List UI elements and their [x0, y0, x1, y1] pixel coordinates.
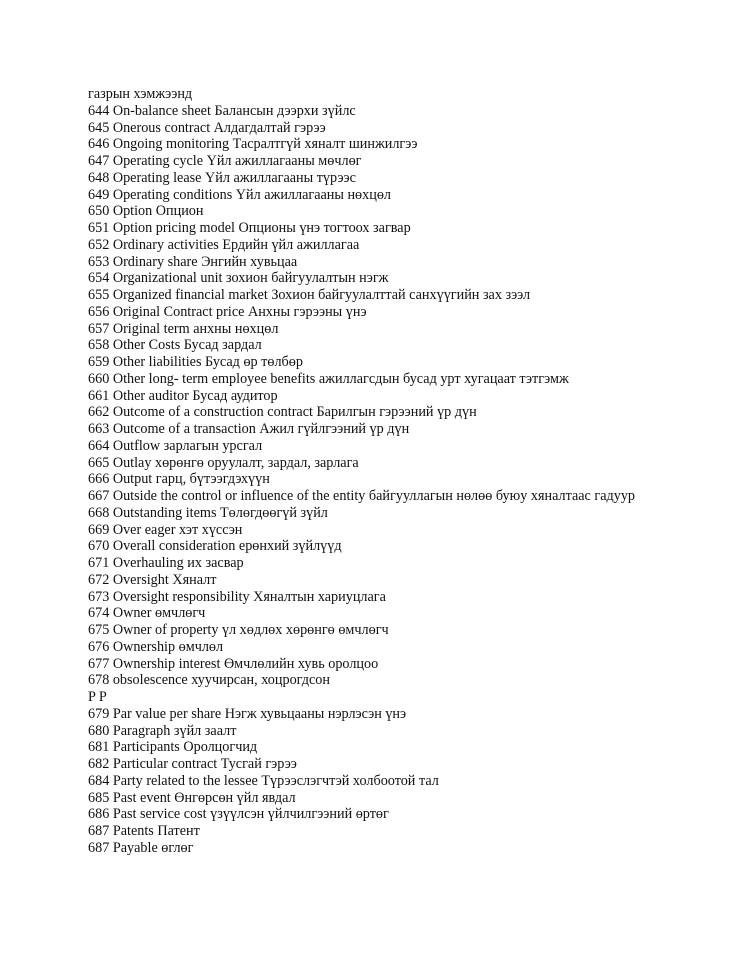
- text-line: газрын хэмжээнд: [88, 86, 193, 102]
- text-line: 663 Outcome of a transaction Ажил гүйлгээний үр дүн: [88, 421, 410, 437]
- text-line: 662 Outcome of a construction contract Барилгын гэрээний үр дүн: [88, 404, 477, 421]
- text-line: 682 Particular contract Тусгай гэрээ: [88, 756, 297, 772]
- text-line: 673 Oversight responsibility Хяналтын хариуцлага: [88, 588, 386, 605]
- text-line: 646 Ongoing monitoring Тасралтгүй хяналт шинжилгээ: [88, 136, 418, 153]
- text-line: 649 Operating conditions Үйл ажиллагааны нөхцөл: [88, 186, 392, 203]
- text-line: 677 Ownership interest Өмчлөлийн хувь оролцоо: [88, 655, 379, 672]
- text-line: 665 Outlay хөрөнгө оруулалт, зардал, зарлага: [88, 454, 359, 471]
- text-line: 661 Other auditor Бусад аудитор: [88, 387, 278, 404]
- text-line: 684 Party related to the lessee Түрээслэгчтэй холбоотой тал: [88, 772, 439, 789]
- text-line: 674 Owner өмчлөгч: [88, 605, 206, 622]
- text-line: 647 Operating cycle Үйл ажиллагааны мөчлөг: [88, 153, 362, 169]
- text-line: 645 Onerous contract Алдагдалтай гэрээ: [88, 119, 326, 136]
- section-letter-heading: P P: [88, 689, 107, 705]
- text-line: 653 Ordinary share Энгийн хувьцаа: [88, 253, 298, 270]
- glossary-text: [88, 86, 728, 857]
- text-line: 666 Output гарц, бүтээгдэхүүн: [88, 471, 270, 488]
- text-line: 650 Option Опцион: [88, 203, 204, 220]
- text-line: 687 Patents Патент: [88, 823, 200, 839]
- text-line: 678 obsolescence хуучирсан, хоцрогдсон: [88, 672, 330, 689]
- text-line: 681 Participants Оролцогчид: [88, 739, 258, 756]
- text-line: 670 Overall consideration ерөнхий зүйлүүд: [88, 538, 342, 555]
- text-line: 664 Outflow зарлагын урсгал: [88, 437, 263, 454]
- text-line: 679 Par value per share Нэгж хувьцааны нэрлэсэн үнэ: [88, 705, 407, 722]
- text-line: 655 Organized financial market Зохион байгуулалттай санхүүгийн зах зээл: [88, 287, 531, 303]
- text-line: 685 Past event Өнгөрсөн үйл явдал: [88, 789, 296, 806]
- text-line: 659 Other liabilities Бусад өр төлбөр: [88, 354, 303, 370]
- text-line: 651 Option pricing model Опционы үнэ тогтоох загвар: [88, 220, 411, 236]
- text-line: 676 Ownership өмчлөл: [88, 638, 224, 655]
- text-line: 658 Other Costs Бусад зардал: [88, 337, 262, 354]
- text-line: 660 Other long- term employee benefits ажиллагсдын бусад урт хугацаат тэтгэмж: [88, 370, 569, 387]
- text-line: 680 Paragraph зүйл заалт: [88, 722, 237, 739]
- text-line: 656 Original Contract price Анхны гэрээны үнэ: [88, 303, 367, 320]
- text-line: 672 Oversight Хяналт: [88, 571, 217, 588]
- text-line: 648 Operating lease Үйл ажиллагааны түрээс: [88, 169, 356, 186]
- text-line: 669 Over eager хэт хүссэн: [88, 521, 243, 538]
- text-line: 644 On-balance sheet Балансын дээрхи зүйлс: [88, 102, 356, 119]
- text-line: 668 Outstanding items Төлөгдөөгүй зүйл: [88, 504, 328, 521]
- text-line: 657 Original term анхны нөхцөл: [88, 320, 279, 337]
- text-line: 687 Payable өглөг: [88, 839, 194, 856]
- text-line: 654 Organizational unit зохион байгуулалтын нэгж: [88, 270, 389, 287]
- text-line: 671 Overhauling их засвар: [88, 555, 244, 571]
- text-line: 686 Past service cost үзүүлсэн үйлчилгээний өртөг: [88, 806, 389, 823]
- text-line: 675 Owner of property үл хөдлөх хөрөнгө өмчлөгч: [88, 622, 389, 638]
- text-line: 652 Ordinary activities Ердийн үйл ажиллагаа: [88, 236, 360, 253]
- text-line: 667 Outside the control or influence of the entity байгууллагын нөлөө буюу хяналтаас гадуур: [88, 488, 636, 504]
